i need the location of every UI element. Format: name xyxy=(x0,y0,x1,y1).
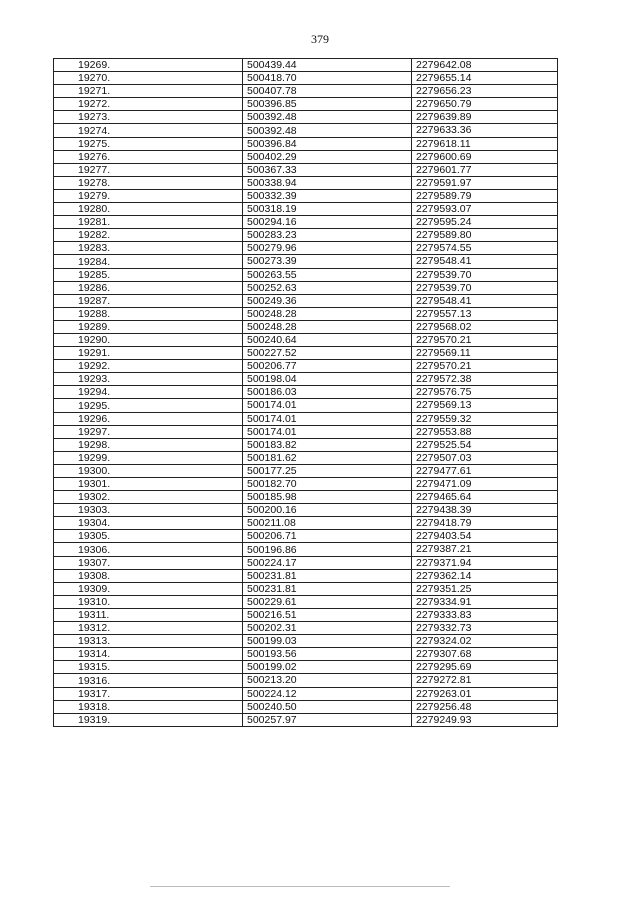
point-number-cell: 19315. xyxy=(54,661,243,674)
point-number-cell: 19293. xyxy=(54,373,243,386)
point-number-cell: 19308. xyxy=(54,569,243,582)
x-coordinate-cell: 500224.17 xyxy=(243,556,412,569)
x-coordinate-cell: 500182.70 xyxy=(243,478,412,491)
table-row xyxy=(54,661,558,674)
table-row xyxy=(54,425,558,438)
y-coordinate-cell: 2279574.55 xyxy=(412,242,558,255)
y-coordinate-cell: 2279570.21 xyxy=(412,360,558,373)
table-row xyxy=(54,517,558,530)
point-number-cell: 19314. xyxy=(54,648,243,661)
x-coordinate-cell: 500367.33 xyxy=(243,163,412,176)
y-coordinate-cell: 2279477.61 xyxy=(412,464,558,477)
table-row xyxy=(54,399,558,412)
table-row xyxy=(54,124,558,137)
x-coordinate-cell: 500252.63 xyxy=(243,281,412,294)
x-coordinate-cell: 500183.82 xyxy=(243,438,412,451)
y-coordinate-cell: 2279589.79 xyxy=(412,189,558,202)
x-coordinate-cell: 500206.71 xyxy=(243,530,412,543)
table-row xyxy=(54,307,558,320)
table-row xyxy=(54,203,558,216)
point-number-cell: 19295. xyxy=(54,399,243,412)
y-coordinate-cell: 2279570.21 xyxy=(412,333,558,346)
x-coordinate-cell: 500418.70 xyxy=(243,72,412,85)
table-row xyxy=(54,189,558,202)
point-number-cell: 19306. xyxy=(54,543,243,556)
point-number-cell: 19304. xyxy=(54,517,243,530)
table-row xyxy=(54,386,558,399)
y-coordinate-cell: 2279272.81 xyxy=(412,674,558,687)
table-row xyxy=(54,229,558,242)
y-coordinate-cell: 2279256.48 xyxy=(412,700,558,713)
table-row xyxy=(54,59,558,72)
y-coordinate-cell: 2279507.03 xyxy=(412,451,558,464)
table-row xyxy=(54,556,558,569)
point-number-cell: 19311. xyxy=(54,608,243,621)
table-row xyxy=(54,85,558,98)
y-coordinate-cell: 2279569.13 xyxy=(412,399,558,412)
x-coordinate-cell: 500193.56 xyxy=(243,648,412,661)
y-coordinate-cell: 2279295.69 xyxy=(412,661,558,674)
point-number-cell: 19278. xyxy=(54,176,243,189)
point-number-cell: 19291. xyxy=(54,347,243,360)
table-row xyxy=(54,176,558,189)
y-coordinate-cell: 2279418.79 xyxy=(412,517,558,530)
table-row xyxy=(54,635,558,648)
point-number-cell: 19274. xyxy=(54,124,243,137)
y-coordinate-cell: 2279351.25 xyxy=(412,582,558,595)
x-coordinate-cell: 500396.85 xyxy=(243,98,412,111)
y-coordinate-cell: 2279572.38 xyxy=(412,373,558,386)
x-coordinate-cell: 500200.16 xyxy=(243,504,412,517)
table-row xyxy=(54,163,558,176)
point-number-cell: 19302. xyxy=(54,491,243,504)
point-number-cell: 19290. xyxy=(54,333,243,346)
x-coordinate-cell: 500198.04 xyxy=(243,373,412,386)
point-number-cell: 19276. xyxy=(54,150,243,163)
y-coordinate-cell: 2279642.08 xyxy=(412,59,558,72)
table-row xyxy=(54,242,558,255)
x-coordinate-cell: 500196.86 xyxy=(243,543,412,556)
table-row xyxy=(54,412,558,425)
y-coordinate-cell: 2279589.80 xyxy=(412,229,558,242)
point-number-cell: 19280. xyxy=(54,203,243,216)
table-row xyxy=(54,608,558,621)
x-coordinate-cell: 500240.64 xyxy=(243,333,412,346)
x-coordinate-cell: 500174.01 xyxy=(243,399,412,412)
table-row xyxy=(54,360,558,373)
x-coordinate-cell: 500249.36 xyxy=(243,294,412,307)
x-coordinate-cell: 500231.81 xyxy=(243,569,412,582)
y-coordinate-cell: 2279656.23 xyxy=(412,85,558,98)
x-coordinate-cell: 500257.97 xyxy=(243,713,412,726)
y-coordinate-cell: 2279465.64 xyxy=(412,491,558,504)
y-coordinate-cell: 2279333.83 xyxy=(412,608,558,621)
point-number-cell: 19283. xyxy=(54,242,243,255)
y-coordinate-cell: 2279553.88 xyxy=(412,425,558,438)
point-number-cell: 19312. xyxy=(54,622,243,635)
x-coordinate-cell: 500199.02 xyxy=(243,661,412,674)
x-coordinate-cell: 500248.28 xyxy=(243,307,412,320)
point-number-cell: 19287. xyxy=(54,294,243,307)
table-row xyxy=(54,320,558,333)
table-row xyxy=(54,478,558,491)
x-coordinate-cell: 500240.50 xyxy=(243,700,412,713)
table-row xyxy=(54,622,558,635)
point-number-cell: 19298. xyxy=(54,438,243,451)
x-coordinate-cell: 500199.03 xyxy=(243,635,412,648)
y-coordinate-cell: 2279591.97 xyxy=(412,176,558,189)
x-coordinate-cell: 500177.25 xyxy=(243,464,412,477)
point-number-cell: 19279. xyxy=(54,189,243,202)
table-row xyxy=(54,216,558,229)
table-row xyxy=(54,111,558,124)
x-coordinate-cell: 500181.62 xyxy=(243,451,412,464)
y-coordinate-cell: 2279557.13 xyxy=(412,307,558,320)
point-number-cell: 19282. xyxy=(54,229,243,242)
point-number-cell: 19286. xyxy=(54,281,243,294)
point-number-cell: 19296. xyxy=(54,412,243,425)
table-row xyxy=(54,491,558,504)
coordinates-table xyxy=(53,58,558,727)
point-number-cell: 19317. xyxy=(54,687,243,700)
x-coordinate-cell: 500392.48 xyxy=(243,111,412,124)
point-number-cell: 19288. xyxy=(54,307,243,320)
y-coordinate-cell: 2279324.02 xyxy=(412,635,558,648)
y-coordinate-cell: 2279263.01 xyxy=(412,687,558,700)
x-coordinate-cell: 500273.39 xyxy=(243,255,412,268)
x-coordinate-cell: 500338.94 xyxy=(243,176,412,189)
table-row xyxy=(54,569,558,582)
table-row xyxy=(54,713,558,726)
x-coordinate-cell: 500332.39 xyxy=(243,189,412,202)
table-row xyxy=(54,333,558,346)
point-number-cell: 19309. xyxy=(54,582,243,595)
y-coordinate-cell: 2279568.02 xyxy=(412,320,558,333)
point-number-cell: 19316. xyxy=(54,674,243,687)
point-number-cell: 19271. xyxy=(54,85,243,98)
table-row xyxy=(54,294,558,307)
y-coordinate-cell: 2279600.69 xyxy=(412,150,558,163)
table-row xyxy=(54,687,558,700)
y-coordinate-cell: 2279633.36 xyxy=(412,124,558,137)
table-row xyxy=(54,674,558,687)
table-row xyxy=(54,347,558,360)
page-number: 379 xyxy=(311,32,329,46)
y-coordinate-cell: 2279639.89 xyxy=(412,111,558,124)
point-number-cell: 19285. xyxy=(54,268,243,281)
point-number-cell: 19307. xyxy=(54,556,243,569)
y-coordinate-cell: 2279595.24 xyxy=(412,216,558,229)
point-number-cell: 19269. xyxy=(54,59,243,72)
y-coordinate-cell: 2279539.70 xyxy=(412,281,558,294)
table-row xyxy=(54,543,558,556)
x-coordinate-cell: 500392.48 xyxy=(243,124,412,137)
y-coordinate-cell: 2279387.21 xyxy=(412,543,558,556)
y-coordinate-cell: 2279362.14 xyxy=(412,569,558,582)
y-coordinate-cell: 2279650.79 xyxy=(412,98,558,111)
x-coordinate-cell: 500318.19 xyxy=(243,203,412,216)
footer-rule xyxy=(150,886,450,887)
y-coordinate-cell: 2279548.41 xyxy=(412,294,558,307)
table-row xyxy=(54,438,558,451)
x-coordinate-cell: 500263.55 xyxy=(243,268,412,281)
point-number-cell: 19275. xyxy=(54,137,243,150)
table-row xyxy=(54,150,558,163)
y-coordinate-cell: 2279655.14 xyxy=(412,72,558,85)
x-coordinate-cell: 500211.08 xyxy=(243,517,412,530)
point-number-cell: 19303. xyxy=(54,504,243,517)
table-row xyxy=(54,451,558,464)
point-number-cell: 19297. xyxy=(54,425,243,438)
y-coordinate-cell: 2279559.32 xyxy=(412,412,558,425)
table-row xyxy=(54,582,558,595)
y-coordinate-cell: 2279569.11 xyxy=(412,347,558,360)
x-coordinate-cell: 500396.84 xyxy=(243,137,412,150)
x-coordinate-cell: 500186.03 xyxy=(243,386,412,399)
y-coordinate-cell: 2279334.91 xyxy=(412,595,558,608)
x-coordinate-cell: 500294.16 xyxy=(243,216,412,229)
y-coordinate-cell: 2279539.70 xyxy=(412,268,558,281)
table-row xyxy=(54,504,558,517)
x-coordinate-cell: 500279.96 xyxy=(243,242,412,255)
x-coordinate-cell: 500248.28 xyxy=(243,320,412,333)
table-row xyxy=(54,373,558,386)
point-number-cell: 19289. xyxy=(54,320,243,333)
x-coordinate-cell: 500174.01 xyxy=(243,412,412,425)
point-number-cell: 19273. xyxy=(54,111,243,124)
y-coordinate-cell: 2279618.11 xyxy=(412,137,558,150)
point-number-cell: 19292. xyxy=(54,360,243,373)
table-row xyxy=(54,530,558,543)
x-coordinate-cell: 500174.01 xyxy=(243,425,412,438)
y-coordinate-cell: 2279332.73 xyxy=(412,622,558,635)
point-number-cell: 19313. xyxy=(54,635,243,648)
point-number-cell: 19301. xyxy=(54,478,243,491)
table-row xyxy=(54,72,558,85)
x-coordinate-cell: 500231.81 xyxy=(243,582,412,595)
table-row xyxy=(54,98,558,111)
table-row xyxy=(54,648,558,661)
point-number-cell: 19300. xyxy=(54,464,243,477)
x-coordinate-cell: 500227.52 xyxy=(243,347,412,360)
point-number-cell: 19319. xyxy=(54,713,243,726)
point-number-cell: 19305. xyxy=(54,530,243,543)
table-row xyxy=(54,268,558,281)
x-coordinate-cell: 500213.20 xyxy=(243,674,412,687)
point-number-cell: 19281. xyxy=(54,216,243,229)
x-coordinate-cell: 500402.29 xyxy=(243,150,412,163)
table-row xyxy=(54,595,558,608)
x-coordinate-cell: 500216.51 xyxy=(243,608,412,621)
y-coordinate-cell: 2279601.77 xyxy=(412,163,558,176)
point-number-cell: 19270. xyxy=(54,72,243,85)
y-coordinate-cell: 2279438.39 xyxy=(412,504,558,517)
table-row xyxy=(54,464,558,477)
point-number-cell: 19277. xyxy=(54,163,243,176)
y-coordinate-cell: 2279307.68 xyxy=(412,648,558,661)
x-coordinate-cell: 500229.61 xyxy=(243,595,412,608)
coordinates-table-body xyxy=(54,59,558,727)
point-number-cell: 19294. xyxy=(54,386,243,399)
point-number-cell: 19318. xyxy=(54,700,243,713)
table-row xyxy=(54,137,558,150)
point-number-cell: 19272. xyxy=(54,98,243,111)
x-coordinate-cell: 500206.77 xyxy=(243,360,412,373)
y-coordinate-cell: 2279371.94 xyxy=(412,556,558,569)
point-number-cell: 19284. xyxy=(54,255,243,268)
table-row xyxy=(54,700,558,713)
x-coordinate-cell: 500407.78 xyxy=(243,85,412,98)
y-coordinate-cell: 2279548.41 xyxy=(412,255,558,268)
y-coordinate-cell: 2279403.54 xyxy=(412,530,558,543)
table-row xyxy=(54,281,558,294)
y-coordinate-cell: 2279576.75 xyxy=(412,386,558,399)
y-coordinate-cell: 2279593.07 xyxy=(412,203,558,216)
x-coordinate-cell: 500185.98 xyxy=(243,491,412,504)
x-coordinate-cell: 500202.31 xyxy=(243,622,412,635)
table-row xyxy=(54,255,558,268)
y-coordinate-cell: 2279249.93 xyxy=(412,713,558,726)
x-coordinate-cell: 500439.44 xyxy=(243,59,412,72)
y-coordinate-cell: 2279525.54 xyxy=(412,438,558,451)
y-coordinate-cell: 2279471.09 xyxy=(412,478,558,491)
point-number-cell: 19310. xyxy=(54,595,243,608)
x-coordinate-cell: 500224.12 xyxy=(243,687,412,700)
point-number-cell: 19299. xyxy=(54,451,243,464)
x-coordinate-cell: 500283.23 xyxy=(243,229,412,242)
